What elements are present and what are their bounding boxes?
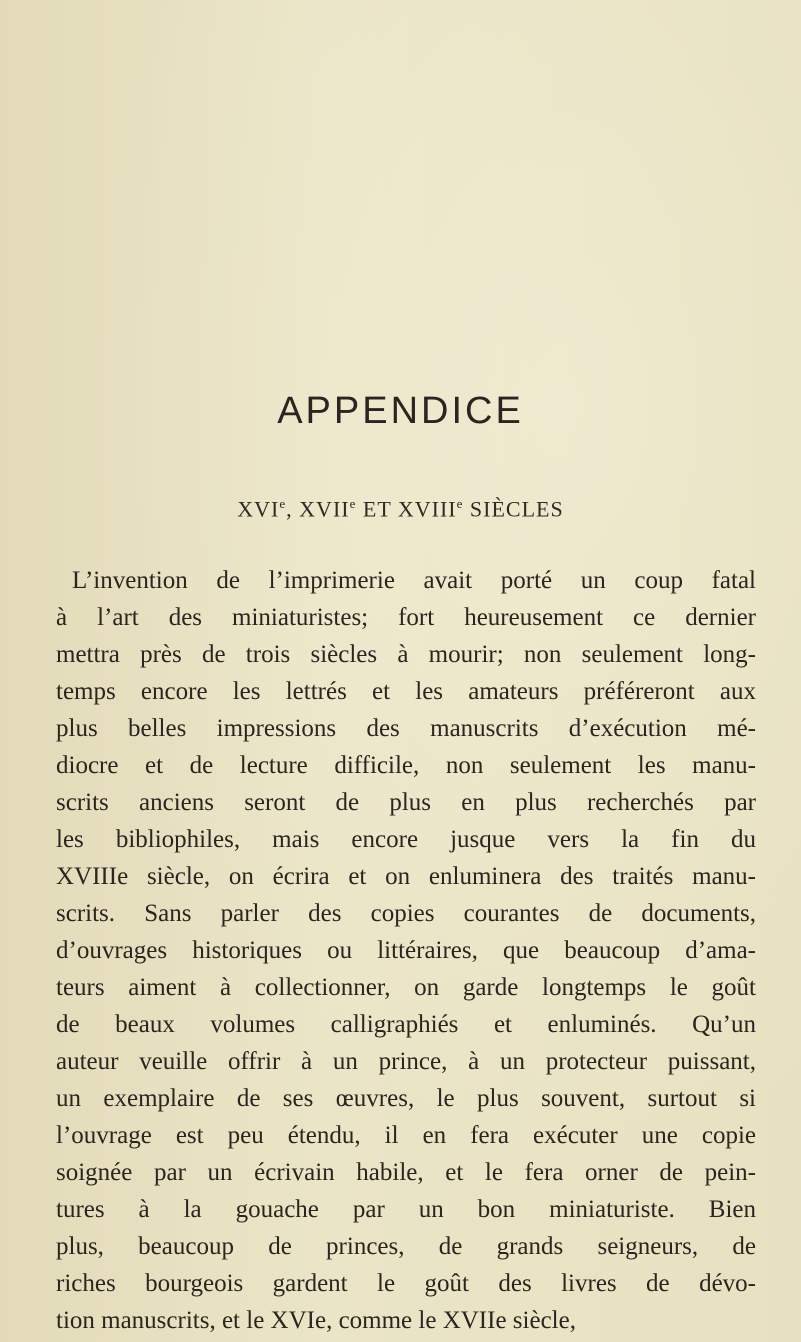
text-line: un exemplaire de ses œuvres, le plus souvent, surtout si xyxy=(56,1085,756,1112)
text-line: scrits anciens seront de plus en plus recherchés par xyxy=(56,789,756,816)
subheading-sep-2: ET xyxy=(356,496,398,522)
text-line: à l’art des miniaturistes; fort heureusement ce dernier xyxy=(56,604,756,631)
subheading-part-4: SIÈCLES xyxy=(463,496,564,522)
text-line: plus, beaucoup de princes, de grands seigneurs, de xyxy=(56,1233,756,1260)
text-line: soignée par un écrivain habile, et le fera orner de pein- xyxy=(56,1159,756,1186)
text-line: scrits. Sans parler des copies courantes de documents, xyxy=(56,900,756,927)
text-line: l’ouvrage est peu étendu, il en fera exécuter une copie xyxy=(56,1122,756,1149)
text-line: teurs aiment à collectionner, on garde longtemps le goût xyxy=(56,974,756,1001)
text-line: XVIIIe siècle, on écrira et on enluminera des traités manu- xyxy=(56,863,756,890)
page-heading: APPENDICE xyxy=(277,390,524,432)
text-line: les bibliophiles, mais encore jusque vers la fin du xyxy=(56,826,756,853)
text-line: riches bourgeois gardent le goût des livres de dévo- xyxy=(56,1270,756,1297)
subheading-sep-1: , xyxy=(286,496,300,522)
text-line: tures à la gouache par un bon miniaturiste. Bien xyxy=(56,1196,756,1223)
text-line: mettra près de trois siècles à mourir; non seulement long- xyxy=(56,641,756,668)
text-line: diocre et de lecture difficile, non seulement les manu- xyxy=(56,752,756,779)
subheading-part-2: XVII xyxy=(299,496,350,522)
subheading-part-3: XVIII xyxy=(397,496,457,522)
text-line: L’invention de l’imprimerie avait porté un coup fatal xyxy=(72,567,756,594)
body-paragraph xyxy=(56,562,756,1339)
text-line: temps encore les lettrés et les amateurs préféreront aux xyxy=(56,678,756,705)
text-line: plus belles impressions des manuscrits d’exécution mé- xyxy=(56,715,756,742)
text-line: d’ouvrages historiques ou littéraires, que beaucoup d’ama- xyxy=(56,937,756,964)
text-line: tion manuscrits, et le XVIe, comme le XVIIe siècle, xyxy=(56,1307,576,1334)
page-subheading xyxy=(0,496,801,522)
subheading-sup-2: e xyxy=(349,496,357,511)
text-line: auteur veuille offrir à un prince, à un protecteur puissant, xyxy=(56,1048,756,1075)
subheading-sup-3: e xyxy=(456,496,464,511)
subheading-sup-1: e xyxy=(279,496,287,511)
subheading-part-1: XVI xyxy=(237,496,280,522)
text-line: de beaux volumes calligraphiés et enluminés. Qu’un xyxy=(56,1011,756,1038)
